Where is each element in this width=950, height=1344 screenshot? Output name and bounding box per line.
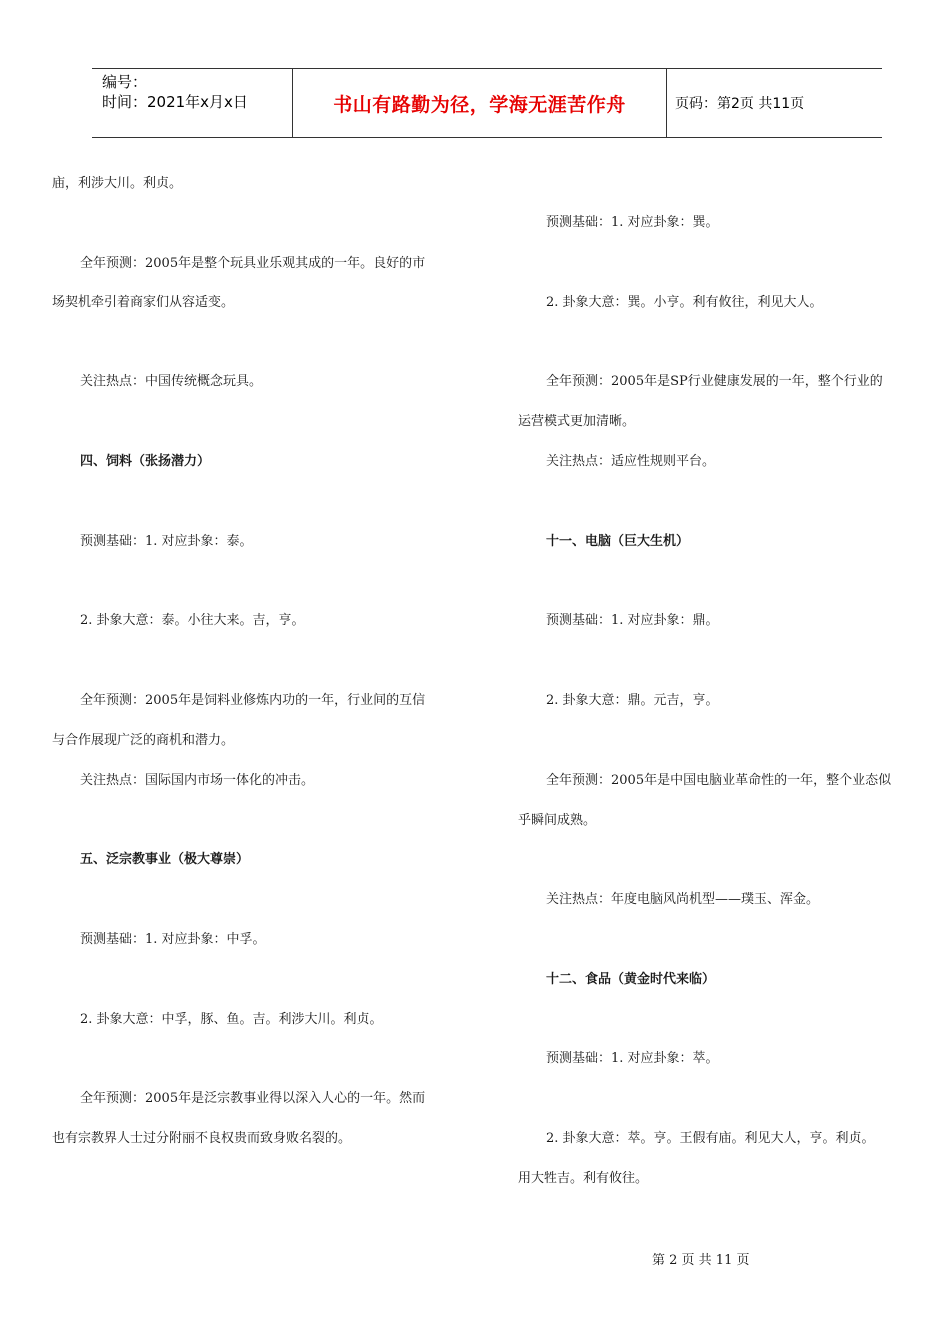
- paragraph: 2. 卦象大意：鼎。元吉，亨。: [546, 693, 719, 708]
- paragraph: 关注热点：年度电脑风尚机型——璞玉、浑金。: [546, 892, 820, 907]
- paragraph: 关注热点：适应性规则平台。: [546, 454, 716, 469]
- section-heading: 五、泛宗教事业（极大尊崇）: [80, 852, 250, 867]
- paragraph: 2. 卦象大意：萃。亨。王假有庙。利见大人，亨。利贞。: [546, 1131, 875, 1146]
- paragraph: 预测基础：1. 对应卦象：巽。: [546, 215, 719, 230]
- header-page-cell: [667, 69, 890, 137]
- page-header: [92, 68, 882, 138]
- page-footer: 第 2 页 共 11 页: [652, 1253, 750, 1268]
- paragraph: 关注热点：中国传统概念玩具。: [80, 374, 263, 389]
- paragraph: 庙，利涉大川。利贞。: [52, 176, 183, 191]
- section-heading: 十二、食品（黄金时代来临）: [546, 972, 716, 987]
- paragraph: 预测基础：1. 对应卦象：鼎。: [546, 613, 719, 628]
- paragraph: 场契机牵引着商家们从容适变。: [52, 295, 235, 310]
- header-motto-cell: [293, 69, 667, 137]
- paragraph: 2. 卦象大意：中孚，豚、鱼。吉。利涉大川。利贞。: [80, 1012, 383, 1027]
- paragraph: 全年预测：2005年是整个玩具业乐观其成的一年。良好的市: [80, 256, 426, 271]
- number-label: 编号：: [102, 73, 148, 91]
- paragraph: 关注热点：国际国内市场一体化的冲击。: [80, 773, 315, 788]
- paragraph: 用大牲吉。利有攸往。: [518, 1171, 649, 1186]
- paragraph: 2. 卦象大意：巽。小亨。利有攸往，利见大人。: [546, 295, 823, 310]
- paragraph: 预测基础：1. 对应卦象：泰。: [80, 534, 253, 549]
- paragraph: 运营模式更加清晰。: [518, 414, 636, 429]
- paragraph: 乎瞬间成熟。: [518, 813, 597, 828]
- page-code: 页码：第2页 共11页: [675, 96, 805, 112]
- paragraph: 全年预测：2005年是SP行业健康发展的一年，整个行业的: [546, 374, 883, 389]
- paragraph: 预测基础：1. 对应卦象：中孚。: [80, 932, 266, 947]
- header-meta-cell: [92, 69, 293, 137]
- section-heading: 四、饲料（张扬潜力）: [80, 454, 211, 469]
- paragraph: 全年预测：2005年是泛宗教事业得以深入人心的一年。然而: [80, 1091, 426, 1106]
- paragraph: 全年预测：2005年是中国电脑业革命性的一年，整个业态似: [546, 773, 892, 788]
- paragraph: 也有宗教界人士过分附丽不良权贵而致身败名裂的。: [52, 1131, 352, 1146]
- paragraph: 预测基础：1. 对应卦象：萃。: [546, 1051, 719, 1066]
- paragraph: 2. 卦象大意：泰。小往大来。吉，亨。: [80, 613, 305, 628]
- time-label: 时间：2021年x月x日: [102, 93, 248, 111]
- motto-text: 书山有路勤为径，学海无涯苦作舟: [333, 93, 626, 116]
- paragraph: 全年预测：2005年是饲料业修炼内功的一年，行业间的互信: [80, 693, 426, 708]
- section-heading: 十一、电脑（巨大生机）: [546, 534, 690, 549]
- paragraph: 与合作展现广泛的商机和潜力。: [52, 733, 235, 748]
